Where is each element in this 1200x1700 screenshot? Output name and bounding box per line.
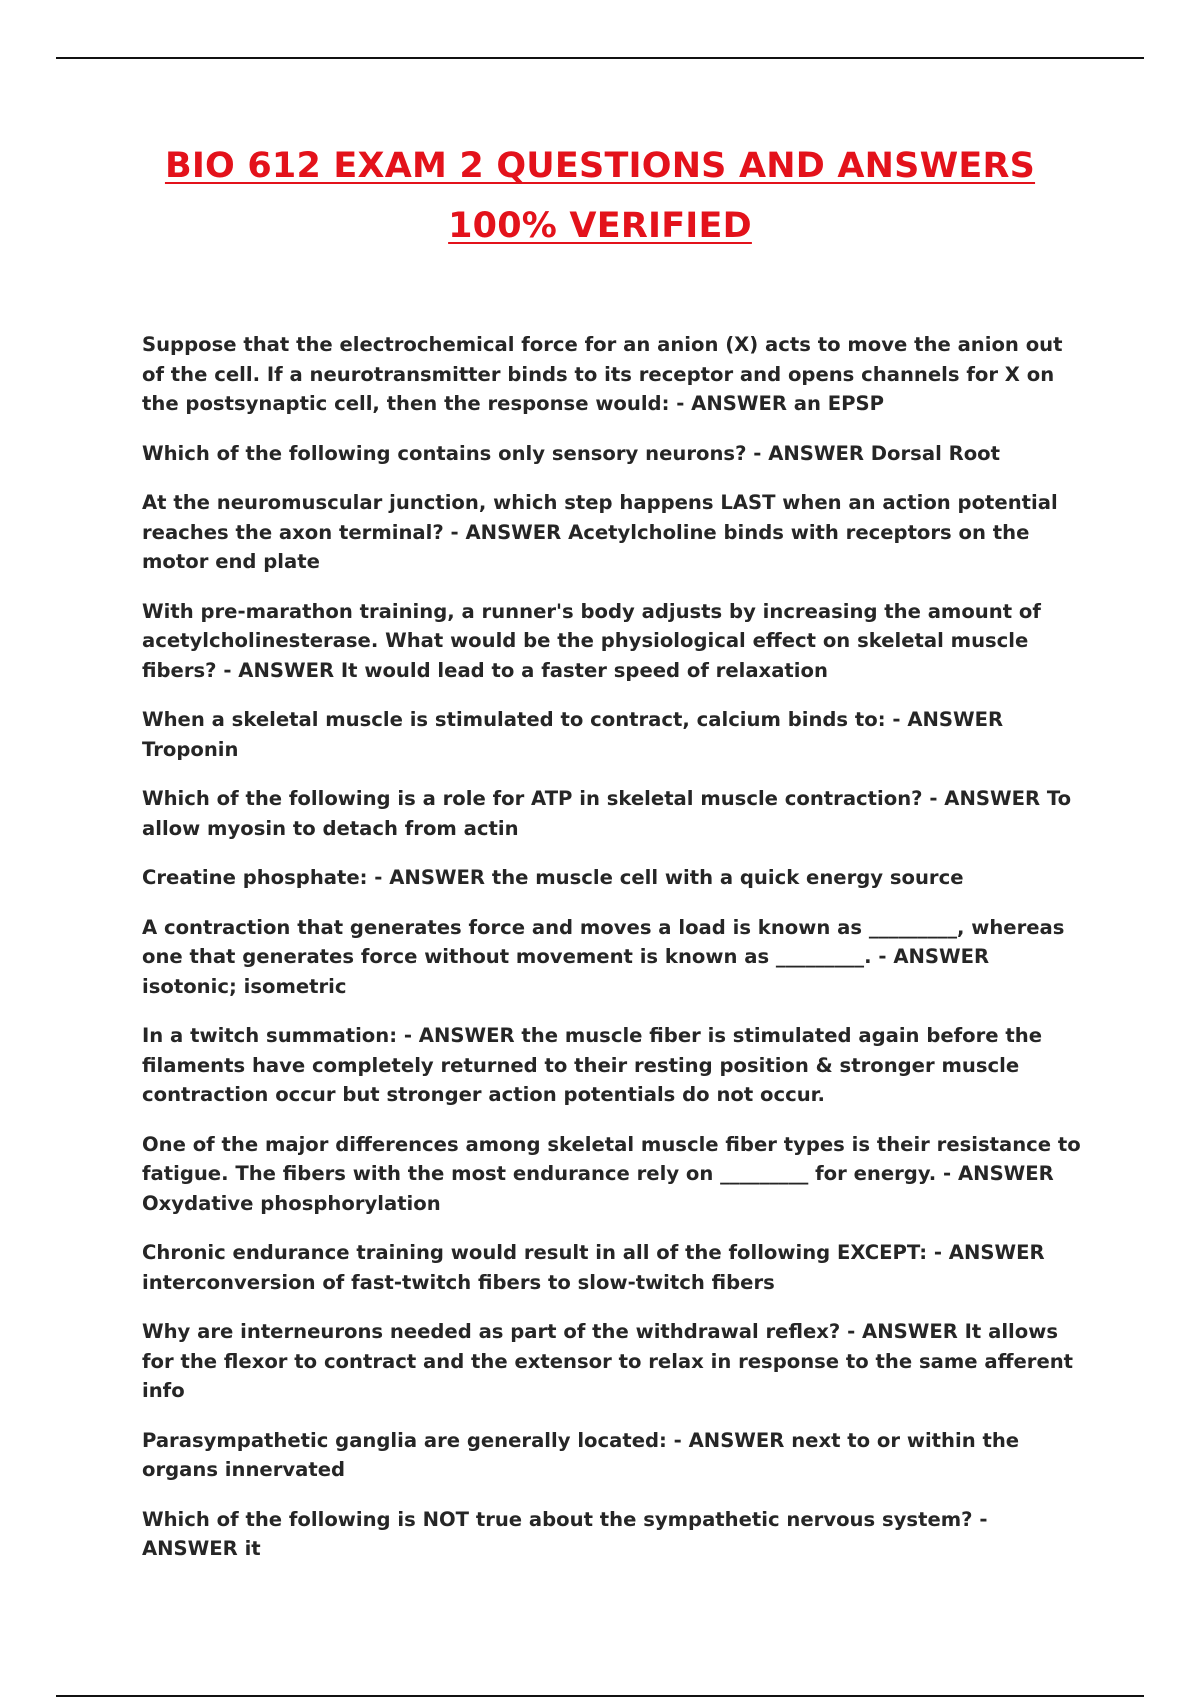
title-line-1: BIO 612 EXAM 2 QUESTIONS AND ANSWERS	[164, 146, 1036, 186]
qa-item-5: When a skeletal muscle is stimulated to contract, calcium binds to: - ANSWER Troponin	[142, 708, 1004, 761]
qa-item-4: With pre-marathon training, a runner's body adjusts by increasing the amount of acetylcholinesterase. What would be the physiological effect on skeletal muscle fibers? - ANSWER It would lead to a faster speed of relaxation	[142, 599, 1041, 682]
qa-item-9: In a twitch summation: - ANSWER the muscle fiber is stimulated again before the filaments have completely returned to their resting position & stronger muscle contraction occur but stronger action potentials do not occur.	[142, 1024, 1042, 1106]
top-rule	[56, 57, 1144, 59]
qa-item-11: Chronic endurance training would result in all of the following EXCEPT: - ANSWER interconversion of fast-twitch fibers to slow-twitch fibers	[142, 1241, 1045, 1294]
qa-item-10: One of the major differences among skeletal muscle fiber types is their resistance to fatigue. The fibers with the most endurance rely on _________ for energy. - ANSWER Oxydative phosphorylation	[142, 1132, 1081, 1215]
qa-item-12: Why are interneurons needed as part of the withdrawal reflex? - ANSWER It allows for the flexor to contract and the extensor to relax in response to the same afferent info	[142, 1320, 1074, 1402]
bottom-rule	[56, 1695, 1144, 1697]
title-line-2: 100% VERIFIED	[448, 206, 752, 246]
qa-list	[142, 330, 1090, 1584]
document-title	[0, 143, 1200, 249]
qa-item-13: Parasympathetic ganglia are generally located: - ANSWER next to or within the organs innervated	[142, 1428, 1020, 1481]
qa-item-14: Which of the following is NOT true about the sympathetic nervous system? - ANSWER it	[142, 1507, 988, 1560]
qa-item-1: Suppose that the electrochemical force for an anion (X) acts to move the anion out of the cell. If a neurotransmitter binds to its receptor and opens channels for X on the postsynaptic cell, then the response would: - ANSWER an EPSP	[142, 333, 1063, 415]
qa-item-2: Which of the following contains only sensory neurons? - ANSWER Dorsal Root	[142, 441, 1000, 465]
qa-item-8: A contraction that generates force and moves a load is known as _________, whereas one that generates force without movement is known as _________. - ANSWER isotonic; isometric	[142, 915, 1065, 998]
qa-item-3: At the neuromuscular junction, which step happens LAST when an action potential reaches the axon terminal? - ANSWER Acetylcholine binds with receptors on the motor end plate	[142, 491, 1058, 573]
qa-item-6: Which of the following is a role for ATP in skeletal muscle contraction? - ANSWER To allow myosin to detach from actin	[142, 787, 1072, 840]
qa-item-7: Creatine phosphate: - ANSWER the muscle cell with a quick energy source	[142, 866, 964, 889]
